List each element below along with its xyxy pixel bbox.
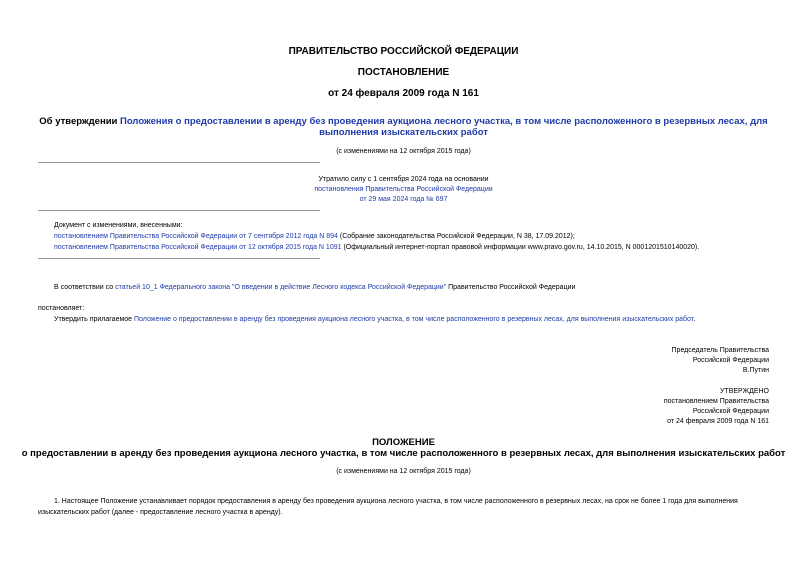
title-link-line1[interactable]: Положения о предоставлении в аренду без проведения аукциона лесного участка, в том числе расположенного в резервных лесах, для [120,116,768,127]
document-type: ПОСТАНОВЛЕНИЕ [357,67,450,78]
signature-name: В.Путин [742,367,769,374]
divider [38,162,320,163]
changes-item-2-source: (Официальный интернет-портал правовой информации www.pravo.gov.ru, 14.10.2015, N 0001201510140020). [341,244,700,251]
regulation-amendments-note: (с изменениями на 12 октября 2015 года) [336,468,471,475]
approve-paragraph [54,315,695,324]
approved-line1: УТВЕРЖДЕНО [719,388,769,395]
preamble-after: Правительство Российской Федерации [446,284,576,291]
preamble [54,283,575,292]
repeal-line1: Утратило силу с 1 сентября 2024 года на основании [318,176,489,183]
divider [38,210,320,211]
document-title-line2 [0,127,807,138]
decrees-text: постановляет: [38,305,85,312]
title-prefix: Об утверждении [39,116,121,127]
government-name: ПРАВИТЕЛЬСТВО РОССИЙСКОЙ ФЕДЕРАЦИИ [288,46,519,57]
document-date-number: от 24 февраля 2009 года N 161 [328,88,479,99]
approved-line3: Российской Федерации [692,408,769,415]
approved-line4: от 24 февраля 2009 года N 161 [667,418,769,425]
approve-regulation-link[interactable]: Положение о предоставлении в аренду без проведения аукциона лесного участка, в том числе расположенного в резервных лесах, для выполнения изыскательских работ [134,316,694,323]
approve-after: . [693,316,696,323]
changes-heading: Документ с изменениями, внесенными: [54,222,183,229]
changes-item-1 [54,232,575,241]
divider [38,258,320,259]
approve-before: Утвердить прилагаемое [54,316,135,323]
signature-line1: Председатель Правительства [671,347,769,354]
changes-item-1-source: (Собрание законодательства Российской Федерации, N 38, 17.09.2012); [337,233,575,240]
signature-line2: Российской Федерации [692,357,769,364]
regulation-subheading: о предоставлении в аренду без проведения аукциона лесного участка, в том числе расположенного в резервных лесах, для выполнения изыскательских работ [21,448,786,459]
title-link-line2[interactable]: выполнения изыскательских работ [319,127,488,138]
document-title [0,116,807,127]
regulation-paragraph-1-line2: изыскательских работ (далее - предоставление лесного участка в аренду). [38,509,283,516]
repeal-link-line3[interactable]: от 29 мая 2024 года № 697 [359,196,448,203]
preamble-before: В соответствии со [54,284,116,291]
changes-item-2 [54,243,699,252]
preamble-law-link[interactable]: статьей 10_1 Федерального закона "О введении в действие Лесного кодекса Российской Федерации" [115,284,447,291]
changes-item-1-link[interactable]: постановлением Правительства Российской Федерации от 7 сентября 2012 года N 894 [54,233,338,240]
amendments-note: (с изменениями на 12 октября 2015 года) [336,148,471,155]
changes-item-2-link[interactable]: постановлением Правительства Российской Федерации от 12 октября 2015 года N 1091 [54,244,342,251]
regulation-paragraph-1-line1: 1. Настоящее Положение устанавливает порядок предоставления в аренду без проведения аукциона лесного участка, в том числе расположенного в резервных лесах, на срок не более 1 года для выполнения [54,498,738,505]
regulation-heading: ПОЛОЖЕНИЕ [372,437,435,448]
repeal-link-line2[interactable]: постановления Правительства Российской Федерации [314,186,493,193]
approved-line2: постановлением Правительства [663,398,769,405]
